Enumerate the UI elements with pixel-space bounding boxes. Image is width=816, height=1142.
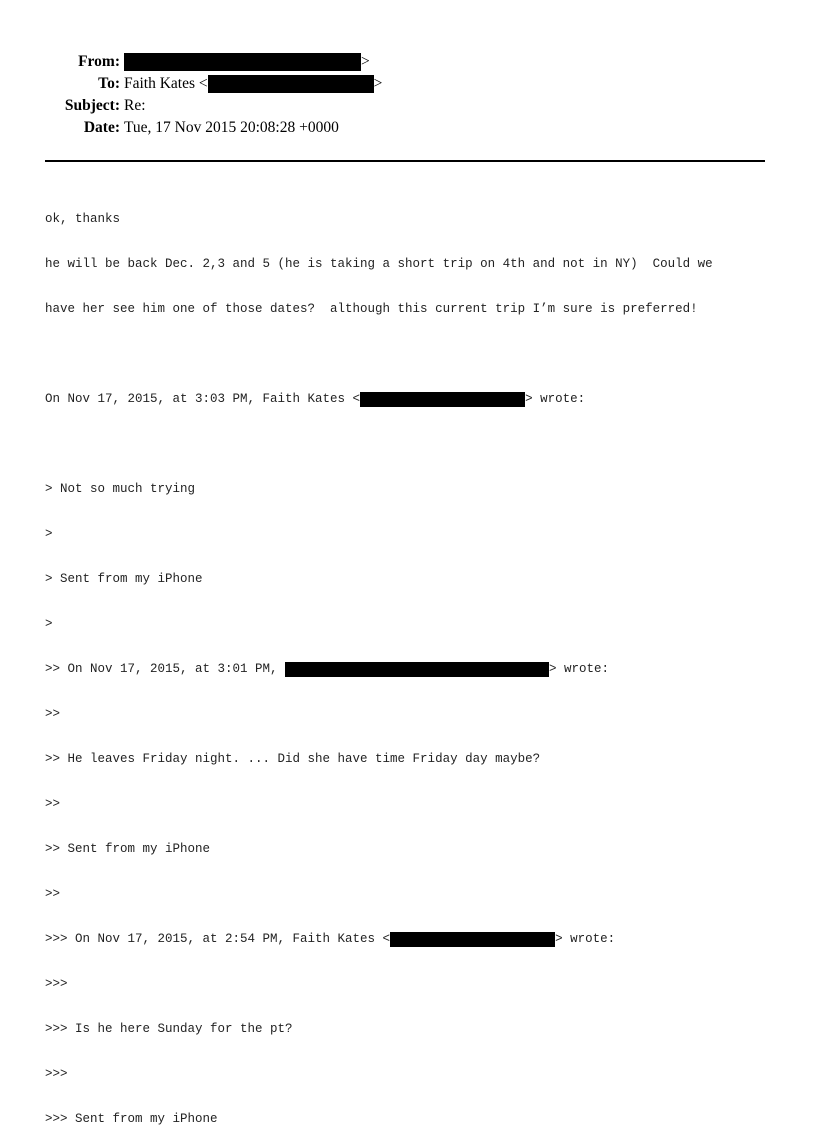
quote-line: >>> xyxy=(45,1067,68,1081)
to-label: To: xyxy=(98,75,120,92)
header-divider xyxy=(45,160,765,162)
quote-line: > Not so much trying xyxy=(45,482,196,496)
quote-line: > xyxy=(45,527,53,541)
redacted-block xyxy=(124,53,361,71)
quote-attribution: >>> On Nov 17, 2015, at 2:54 PM, Faith Kates < > wrote: xyxy=(45,932,616,946)
redacted-block xyxy=(360,392,525,407)
quote-line: >> Sent from my iPhone xyxy=(45,842,211,856)
quote-line: > Sent from my iPhone xyxy=(45,572,203,586)
subject-row xyxy=(0,96,600,116)
redacted-block xyxy=(208,75,374,93)
date-row xyxy=(0,118,600,138)
quote-line: >>> Sent from my iPhone xyxy=(45,1112,218,1126)
to-row xyxy=(0,74,600,94)
subject-value: Re: xyxy=(124,97,146,114)
quote-line: >>> xyxy=(45,977,68,991)
quote-line: >> xyxy=(45,797,61,811)
date-value: Tue, 17 Nov 2015 20:08:28 +0000 xyxy=(124,119,339,136)
subject-label: Subject: xyxy=(64,97,120,114)
redacted-block xyxy=(390,932,555,947)
quote-line: >>> Is he here Sunday for the pt? xyxy=(45,1022,293,1036)
date-label: Date: xyxy=(83,119,120,136)
to-name: Faith Kates < xyxy=(124,75,208,92)
from-label: From: xyxy=(78,53,120,70)
from-suffix: > xyxy=(361,53,370,70)
to-suffix: > xyxy=(373,75,383,92)
body-line: he will be back Dec. 2,3 and 5 (he is taking a short trip on 4th and not in NY) Could we xyxy=(45,257,713,271)
quote-line: > xyxy=(45,617,53,631)
redacted-block xyxy=(285,662,549,677)
body-line: ok, thanks xyxy=(45,212,121,226)
body-line: have her see him one of those dates? although this current trip I’m sure is preferred! xyxy=(45,302,698,316)
blank-line xyxy=(45,437,775,452)
blank-line xyxy=(45,347,775,362)
from-row xyxy=(0,52,600,72)
quote-line: >> He leaves Friday night. ... Did she have time Friday day maybe? xyxy=(45,752,541,766)
quote-attribution: On Nov 17, 2015, at 3:03 PM, Faith Kates < > wrote: xyxy=(45,392,586,406)
quote-attribution: >> On Nov 17, 2015, at 3:01 PM, > wrote: xyxy=(45,662,610,676)
email-body xyxy=(45,182,775,1142)
quote-line: >> xyxy=(45,887,61,901)
quote-line: >> xyxy=(45,707,61,721)
